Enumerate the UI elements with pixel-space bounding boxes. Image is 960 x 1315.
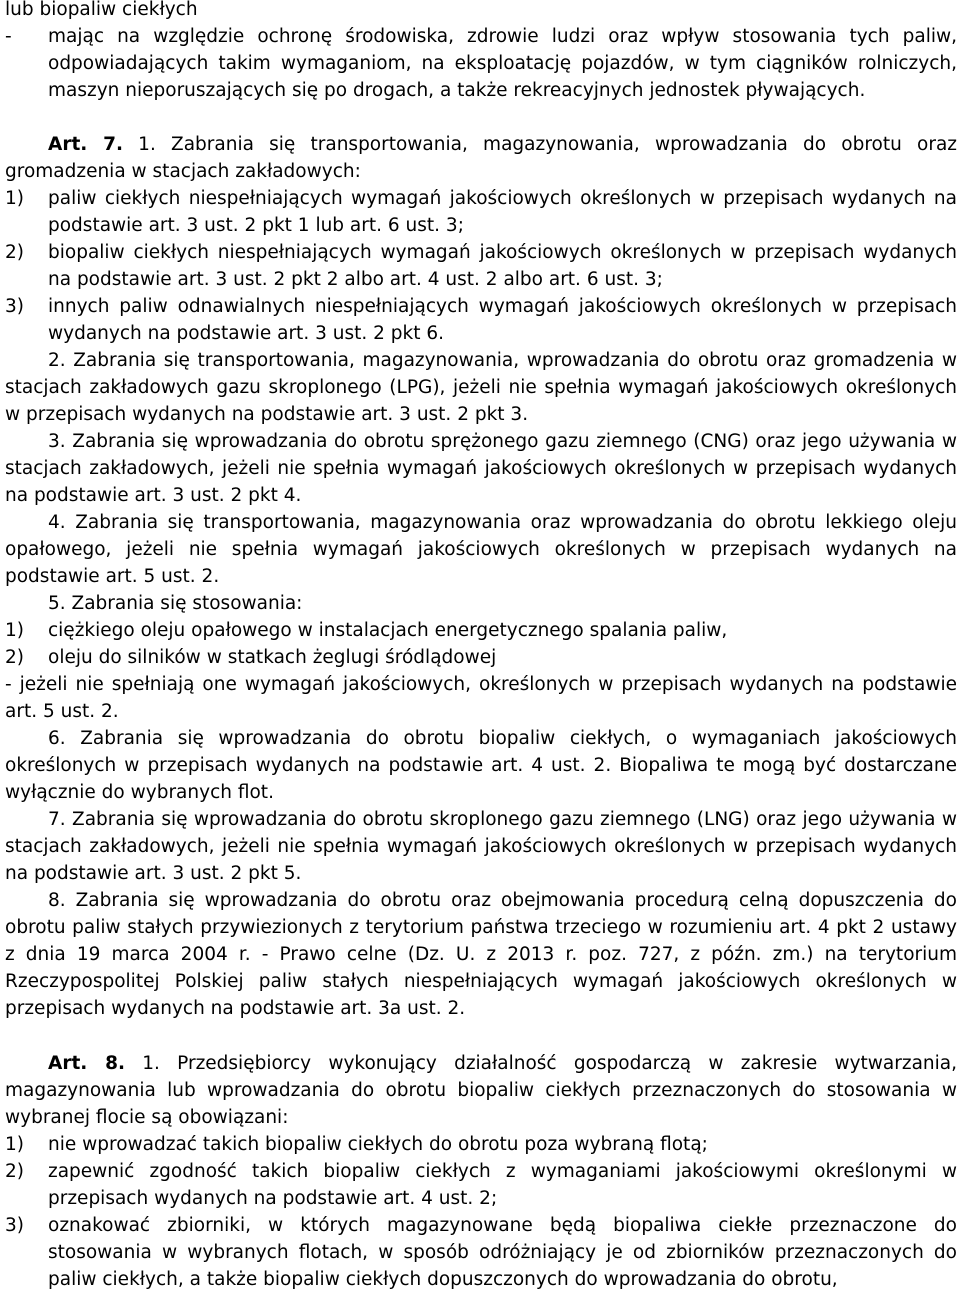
document-page [5,0,957,1293]
art7-paragraph-5-tail: - jeżeli nie spełniają one wymagań jakościowych, określonych w przepisach wydanych na podstawie art. 5 ust. 2. [5,674,957,722]
spacer [5,1022,957,1050]
list-item-text: innych paliw odnawialnych niespełniających wymagań jakościowych określonych w przepisach wydanych na podstawie art. 3 ust. 2 pkt 6. [48,296,957,344]
list-item [5,185,957,239]
list-item [5,1212,957,1293]
list-item-number: 1) [5,620,24,641]
list-item-text: ciężkiego oleju opałowego w instalacjach energetycznego spalania paliw, [48,620,728,641]
art7-paragraph-8: 8. Zabrania się wprowadzania do obrotu oraz obejmowania procedurą celną dopuszczenia do obrotu paliw stałych przywiezionych z terytorium państwa trzeciego w rozumieniu art. 4 pkt 2 ustawy z dnia 19 marca 2004 r. - Prawo celne (Dz. U. z 2013 r. poz. 727, z późn. zm.) na terytorium Rzeczypospolitej Polskiej paliw stałych niespełniających wymagań jakościowych określonych w przepisach wydanych na podstawie art. 3a ust. 2. [5,890,957,1019]
list-item [5,1158,957,1212]
list-item-text: paliw ciekłych niespełniających wymagań jakościowych określonych w przepisach wydanych na podstawie art. 3 ust. 2 pkt 1 lub art. 6 ust. 3; [48,188,957,236]
dash-paragraph [5,23,957,104]
art8-paragraph-1 [5,1050,957,1131]
art8-heading: Art. 8. [48,1053,126,1074]
art7-paragraph-4: 4. Zabrania się transportowania, magazynowania oraz wprowadzania do obrotu lekkiego oleju opałowego, jeżeli nie spełnia wymagań jakościowych określonych w przepisach wydanych na podstawie art. 5 ust. 2. [5,512,957,587]
list-item [5,617,957,644]
art7-paragraph-2: 2. Zabrania się transportowania, magazynowania, wprowadzania do obrotu oraz gromadzenia w stacjach zakładowych gazu skroplonego (LPG), jeżeli nie spełnia wymagań jakościowych określonych w przepisach wydanych na podstawie art. 3 ust. 2 pkt 3. [5,350,957,425]
list-item [5,239,957,293]
list-item-number: 1) [5,1134,24,1155]
art7-heading: Art. 7. [48,134,123,155]
list-item-text: oznakować zbiorniki, w których magazynowane będą biopaliwa ciekłe przeznaczone do stosowania w wybranych flotach, w sposób odróżniający je od zbiorników przeznaczonych do paliw ciekłych, a także biopaliw ciekłych dopuszczonych do wprowadzania do obrotu, [48,1215,957,1290]
list-item-number: 1) [5,188,24,209]
art7-paragraph-1 [5,131,957,185]
list-item-text: nie wprowadzać takich biopaliw ciekłych do obrotu poza wybraną flotą; [48,1134,708,1155]
art7-paragraph-3: 3. Zabrania się wprowadzania do obrotu sprężonego gazu ziemnego (CNG) oraz jego używania w stacjach zakładowych, jeżeli nie spełnia wymagań jakościowych określonych w przepisach wydanych na podstawie art. 3 ust. 2 pkt 4. [5,431,957,506]
list-item [5,1131,957,1158]
list-item-text: biopaliw ciekłych niespełniających wymagań jakościowych określonych w przepisach wydanych na podstawie art. 3 ust. 2 pkt 2 albo art. 4 ust. 2 albo art. 6 ust. 3; [48,242,957,290]
art7-paragraph-5: 5. Zabrania się stosowania: [48,593,303,614]
list-item [5,644,957,671]
art7-paragraph-7: 7. Zabrania się wprowadzania do obrotu skroplonego gazu ziemnego (LNG) oraz jego używania w stacjach zakładowych, jeżeli nie spełnia wymagań jakościowych określonych w przepisach wydanych na podstawie art. 3 ust. 2 pkt 5. [5,809,957,884]
list-item-text: oleju do silników w statkach żeglugi śródlądowej [48,647,497,668]
spacer [5,104,957,131]
dash-marker: - [5,26,12,47]
art7-paragraph-6: 6. Zabrania się wprowadzania do obrotu biopaliw ciekłych, o wymaganiach jakościowych określonych w przepisach wydanych na podstawie art. 4 ust. 2. Biopaliwa te mogą być dostarczane wyłącznie do wybranych flot. [5,728,957,803]
list-item-number: 3) [5,1215,24,1236]
intro-line: lub biopaliw ciekłych [5,0,198,20]
list-item-number: 3) [5,296,24,317]
list-item-text: zapewnić zgodność takich biopaliw ciekłych z wymaganiami jakościowymi określonymi w przepisach wydanych na podstawie art. 4 ust. 2; [48,1161,957,1209]
list-item [5,293,957,347]
list-item-number: 2) [5,242,24,263]
dash-paragraph-text: mając na względzie ochronę środowiska, zdrowie ludzi oraz wpływ stosowania tych paliw, odpowiadających takim wymaganiom, na eksploatację pojazdów, w tym ciągników rolniczych, maszyn nieporuszających się po drogach, a także rekreacyjnych jednostek pływających. [48,26,957,101]
list-item-number: 2) [5,647,24,668]
art8-p1-text: 1. Przedsiębiorcy wykonujący działalność gospodarczą w zakresie wytwarzania, magazynowania lub wprowadzania do obrotu biopaliw ciekłych przeznaczonych do stosowania w wybranej flocie są obowiązani: [5,1053,957,1128]
art7-p1-text: 1. Zabrania się transportowania, magazynowania, wprowadzania do obrotu oraz gromadzenia w stacjach zakładowych: [5,134,957,182]
list-item-number: 2) [5,1161,24,1182]
